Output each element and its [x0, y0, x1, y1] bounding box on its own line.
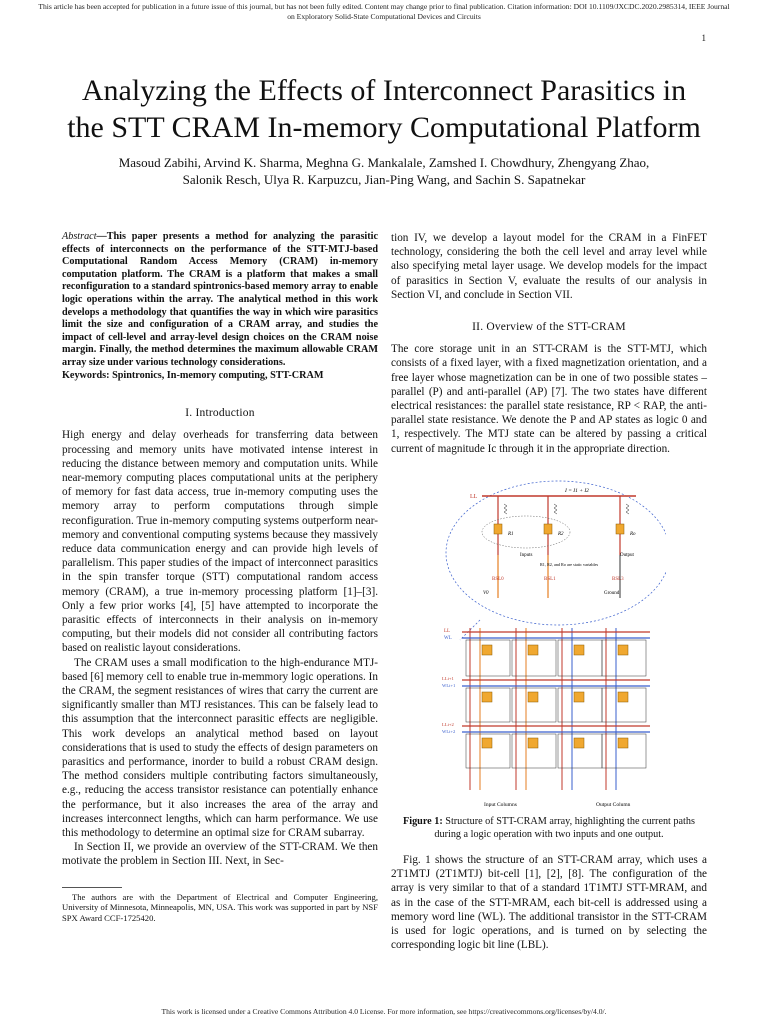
output-column-label: Output Column: [596, 802, 631, 808]
author-list: [50, 155, 718, 188]
figure-description-paragraph: Fig. 1 shows the structure of an STT-CRAM array, which uses a 2T1MTJ (2T1MTJ) bit-cell [1], [2], [8]. The configuration of the array is very similar to that of a standard 1T1MTJ STT-MRAM, and as in the case of the STT-MRAM, each bit-cell is addressed using a memory word line (WL). The additional transistor in the STT-CRAM is used for logic operations, and is turned on by selecting the corresponding logic bit line (LBL).: [391, 854, 707, 952]
left-column: [62, 231, 378, 924]
stt-cram-array-figure: [440, 480, 666, 852]
right-paragraph-1: tion IV, we develop a layout model for the CRAM in a FinFET technology, considering the both the cell level and array level while also specifying metal layer usage. We develop models for the impact of parasitics in Section V, evaluate the results of our analysis in Section VI, and conclude in Section VII.: [391, 232, 707, 301]
row-wl-1: WLi+1: [442, 683, 456, 688]
ro-label: Ro: [630, 532, 636, 537]
static-variables-note: R1, R2, and Ro are static variables: [540, 562, 599, 567]
publication-notice-line2: on Exploratory Solid-State Computational Devices and Circuits: [287, 12, 481, 21]
input-columns-label: Input Columns: [484, 802, 517, 808]
title-line1: Analyzing the Effects of Interconnect Parasitics in: [81, 74, 687, 107]
abstract: [62, 231, 378, 370]
bsl0-label: BSL0: [492, 577, 504, 582]
publication-notice-line1: This article has been accepted for publication in a future issue of this journal, but has not been fully edited. Content may change prior to final publication. Citation information: DOI 10.1109/JXCDC.2020.2985314, IEEE Journal: [38, 2, 730, 11]
zoom-cell-3: [616, 496, 629, 598]
bsl3-label: BSL3: [612, 577, 624, 582]
ll-label: LL: [470, 494, 478, 500]
caption-label: Figure 1:: [403, 816, 443, 827]
publication-notice: [0, 2, 768, 22]
bsl1-label: BSL1: [544, 577, 556, 582]
intro-paragraph-2: The CRAM uses a small modification to the high-endurance MTJ-based [6] memory cell to enable true in-memmory logic operations. In the CRAM, the segment resistances of wires that carry the current are significantly smaller than MTJ resistances. This can be falsely lead to this assumption that the interconnect parasitic effects are negligible. This work develops an analytical method based on layout considerations that is used to study the effects of design parameters on parasitics and performance, inorder to build a robust CRAM design. The method considers multiple contributing factors simultaneously, e.g., reducing the access transistor resistance can potentially enhance the performance, but it also increases the area of the array and increases interconnect lengths, which can harm performance. We use this methodology to determine an optimal size for CRAM subarray.: [62, 656, 378, 840]
abstract-lead: Abstract: [62, 231, 97, 242]
r1-label: R1: [508, 532, 514, 537]
paper-title: [40, 72, 728, 146]
zoom-cell-2: [544, 496, 557, 598]
row-ll-0: LL: [444, 629, 451, 634]
row-ll-1: LLi+1: [442, 676, 454, 681]
abstract-body: —This paper presents a method for analyzing the parasitic effects of interconnects on the performance of the STT-MTJ-based Computational Random Access Memory (CRAM) in-memory computation platform. The CRAM is a platform that makes a small reconfiguration to a standard spintronics-based memory array to enable logic operations within the array. The analytical method in this work develops a methodology that quantifies the way in which wire parasitics limit the size and configuration of a CRAM array, and studies the impact of cell-level and array-level design choices on the CRAM noise margin. Finally, the method determines the maximum allowable CRAM array size under various technology considerations.: [62, 231, 378, 368]
right-column: [391, 231, 707, 456]
row-wl-0: WL: [444, 636, 452, 641]
license-footer: This work is licensed under a Creative Commons Attribution 4.0 License. For more information, see https://creativecommons.org/licenses/by/4.0/.: [161, 1007, 607, 1016]
footnote-rule: [62, 887, 122, 888]
figure-1-caption: [391, 815, 707, 841]
output-label: Output: [620, 553, 634, 558]
authors-line2: Salonik Resch, Ulya R. Karpuzcu, Jian-Ping Wang, and Sachin S. Sapatnekar: [182, 171, 586, 187]
inputs-label: Inputs: [520, 553, 533, 558]
author-footnote: The authors are with the Department of Electrical and Computer Engineering, University of Minnesota, Minneapolis, MN, USA. This work was supported in part by NSF SPX Award CCF-1725420.: [62, 891, 378, 924]
section-heading-overview: II. Overview of the STT-CRAM: [472, 321, 626, 334]
caption-text: Structure of STT-CRAM array, highlighting the current paths during a logic operation with two inputs and one output.: [434, 816, 695, 840]
row-ll-2: LLi+2: [442, 722, 454, 727]
ground-label: Ground: [604, 591, 620, 596]
section-heading-introduction: I. Introduction: [185, 407, 255, 420]
page-number: 1: [701, 33, 706, 43]
intro-paragraph-1: High energy and delay overheads for transferring data between processing and memory units have motivated intense interest in reducing the distance between memory and computation units. While near-memory computing places computational units at the periphery of memory for fast data access, true in-memory computing uses the memory array to perform computations through simple reconfiguration. True in-memory computing systems outperform near-memory and conventional computing systems because they massively reduce data communication energy and can provide high levels of parallelism. This paper studies of the impact of interconnect parasitics in the spin transfer torque (STT) computational random access memory (CRAM), a true in-memory processing platform [1]–[3]. Only a few prior works [4], [5] have attempted to incorporate the parasitic effects of interconnects in their analysis on in-memory computing, but their models did not consider all contributing factors based on realistic layout considerations.: [62, 429, 378, 655]
keywords: Keywords: Spintronics, In-memory computing, STT-CRAM: [62, 369, 324, 381]
authors-line1: Masoud Zabihi, Arvind K. Sharma, Meghna G. Mankalale, Zamshed I. Chowdhury, Zhengyang Zhao,: [118, 155, 650, 170]
cell-array: [462, 628, 650, 790]
zoom-cell-1: [494, 496, 507, 598]
title-line2: the STT CRAM In-memory Computational Platform: [67, 111, 701, 144]
overview-paragraph-1: The core storage unit in an STT-CRAM is the STT-MTJ, which consists of a fixed layer, with a fixed magnetization orientation, and a free layer whose magnetization can be in one of two possible states – parallel (P) and anti-parallel (AP) [7]. The two states have different electrical resistances: the parallel state resistance, RP < RAP, the anti-parallel state resistance. We denote the P and AP states as logic 0 and 1, respectively. The MTJ state can be altered by passing a critical current of magnitude Ic through it in the appropriate direction.: [391, 343, 707, 455]
intro-paragraph-3: In Section II, we provide an overview of the STT-CRAM. We then motivate the problem in Section III. Next, in Sec-: [62, 841, 378, 868]
r2-label: R2: [558, 532, 564, 537]
row-wl-2: WLi+2: [442, 729, 456, 734]
v0-label: V0: [483, 591, 489, 596]
right-lower-text: [391, 853, 707, 952]
current-equation: I = I1 + I2: [565, 488, 589, 494]
